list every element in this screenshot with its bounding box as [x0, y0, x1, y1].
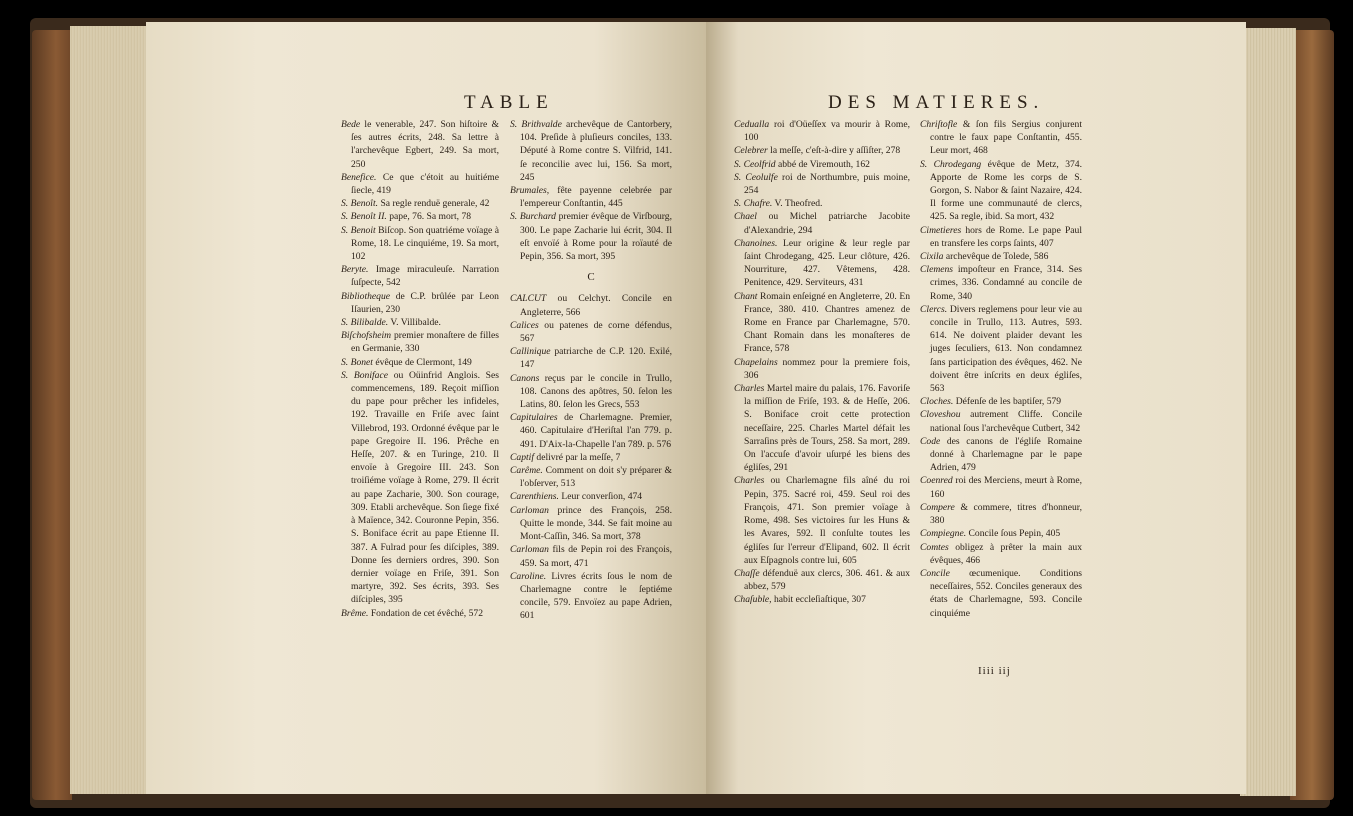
index-entry — [920, 541, 1082, 567]
index-text: Défenſe de les baptiſer, 579 — [955, 396, 1062, 408]
index-entry — [920, 501, 1082, 527]
index-entry — [341, 356, 499, 369]
right-page — [706, 22, 1246, 794]
index-keyword: S. Bilibalde. — [341, 317, 389, 329]
index-entry — [510, 184, 672, 210]
index-entry — [510, 464, 672, 490]
index-keyword: Coenred — [920, 475, 953, 487]
index-text: Livres écrits ſous le nom de Charlemagne contre le ſeptiéme concile, 579. Envoïez au pape Adrien, 601 — [520, 570, 672, 622]
index-entry — [341, 171, 499, 197]
index-keyword: Clercs. — [920, 303, 948, 315]
index-keyword: S. Brithvalde — [510, 119, 562, 130]
index-text: nommez pour la premiere fois, 306 — [744, 356, 911, 381]
index-keyword: Caroline. — [510, 570, 547, 582]
index-keyword: Captif — [510, 451, 534, 463]
index-text: roi de Northumbre, puis moine, 254 — [744, 171, 910, 197]
right-page-header: DES MATIERES. — [828, 92, 1045, 113]
index-keyword: Cimetieres — [920, 224, 962, 236]
index-entry — [341, 316, 499, 329]
index-keyword: Beryte. — [341, 264, 369, 276]
index-keyword: Bede — [341, 119, 361, 130]
index-column-1 — [341, 118, 499, 620]
index-keyword: Cloveshou — [920, 409, 961, 421]
index-text: Leur converſion, 474 — [561, 491, 643, 503]
index-keyword: Clemens — [920, 264, 954, 276]
index-text: delivré par la meſſe, 7 — [536, 451, 621, 463]
index-entry — [341, 210, 499, 223]
index-column-3 — [734, 118, 910, 607]
index-text: reçus par le concile in Trullo, 108. Canons des apôtres, 50. ſelon les Latins, 80. ſelon les Grecs, 553 — [520, 372, 672, 411]
index-text: V. Villibalde. — [390, 317, 441, 329]
index-entry — [734, 171, 910, 197]
index-text: habit eccleſiaſtique, 307 — [773, 594, 866, 606]
index-keyword: Chant — [734, 290, 758, 302]
index-keyword: Compiegne. — [920, 528, 967, 540]
index-entry — [920, 118, 1082, 158]
index-keyword: S. Burchard — [510, 211, 556, 223]
index-entry — [734, 567, 910, 593]
index-keyword: Calices — [510, 319, 539, 331]
index-keyword: S. Ceolfrid — [734, 158, 776, 170]
book-cover-right — [1290, 30, 1334, 800]
index-entry — [341, 118, 499, 171]
index-text: archevêque de Cantorbery, 104. Preſide à pluſieurs conciles, 133. Député à Rome contre S. Vilfrid, 141. ſe reconcilie avec lui, 156. Sa mort, 245 — [520, 119, 672, 183]
index-keyword: Capitulaires — [510, 412, 558, 424]
index-entry — [341, 197, 499, 210]
index-keyword: S. Boniface — [341, 369, 388, 381]
index-text: défenduë aux clercs, 306. 461. & aux abbez, 579 — [744, 567, 910, 593]
index-keyword: Carenthiens. — [510, 491, 559, 503]
index-entry — [341, 290, 499, 316]
index-entry — [734, 158, 910, 171]
page-edges-right — [1240, 28, 1296, 796]
index-keyword: Chael — [734, 211, 757, 223]
index-text: Image miraculeuſe. Narration ſuſpecte, 542 — [351, 264, 499, 289]
index-entry — [510, 451, 672, 464]
index-text: évêque de Metz, 374. Apporte de Rome les corps de S. Gorgon, S. Nabor & ſaint Nazaire, 424. Il forme une communauté de clercs, 425. Sa regle, ibid. Sa mort, 432 — [930, 158, 1082, 223]
index-entry — [341, 607, 499, 620]
index-keyword: S. Chafre. — [734, 198, 773, 210]
index-text: le venerable, 247. Son hiſtoire & ſes autres écrits, 248. Sa lettre à l'archevêque Egbert, 249. Sa mort, 250 — [351, 119, 499, 170]
index-text: des canons de l'égliſe Romaine donné à Charlemagne par le pape Adrien, 479 — [930, 435, 1083, 474]
page-edges-left — [70, 26, 150, 794]
index-keyword: S. Benoît. — [341, 198, 379, 210]
index-entry — [734, 382, 910, 474]
index-text: roi d'Oüeſſex va mourir à Rome, 100 — [744, 119, 910, 144]
index-entry — [920, 527, 1082, 540]
index-text: Concile ſous Pepin, 405 — [968, 528, 1061, 540]
index-keyword: Chapelains — [734, 356, 778, 368]
index-text: fête payenne celebrée par l'empereur Conſtantin, 445 — [520, 185, 672, 210]
index-text: & commere, titres d'honneur, 380 — [930, 501, 1082, 527]
index-text: premier monaſtere de filles en Germanie, 330 — [351, 330, 499, 355]
index-keyword: Code — [920, 435, 941, 447]
index-entry — [734, 593, 910, 606]
index-entry — [734, 118, 910, 144]
index-entry — [734, 474, 910, 566]
index-keyword: Charles — [734, 475, 765, 487]
index-entry — [734, 356, 910, 382]
index-text: Romain enſeigné en Angleterre, 20. En France, 380. 410. Chantres amenez de Rome en France par Charlemagne, 570. Chant Romain dans les monaſteres de France, 578 — [744, 290, 910, 355]
index-text: autrement Cliffe. Concile national ſous l'archevêque Cutbert, 342 — [930, 409, 1082, 434]
index-keyword: Bibliotheque — [341, 290, 391, 302]
index-keyword: S. Benoit — [341, 224, 376, 236]
index-entry — [510, 118, 672, 184]
index-column-2 — [510, 118, 672, 623]
section-letter: C — [587, 271, 595, 284]
index-text: roi des Merciens, meurt à Rome, 160 — [930, 475, 1082, 500]
index-keyword: S. Ceolulfe — [734, 171, 778, 183]
index-entry — [510, 292, 672, 318]
index-keyword: S. Bonet — [341, 356, 373, 368]
index-text: obligez à prêter la main aux évêques, 466 — [930, 541, 1082, 566]
index-text: pape, 76. Sa mort, 78 — [389, 211, 472, 223]
index-entry — [510, 345, 672, 371]
index-text: évêque de Clermont, 149 — [375, 356, 472, 368]
index-text: patriarche de C.P. 120. Exilé, 147 — [520, 346, 672, 371]
index-keyword: Carloman — [510, 544, 549, 556]
index-text: abbé de Viremouth, 162 — [777, 158, 870, 170]
index-text: ou Celchyt. Concile en Angleterre, 566 — [520, 293, 672, 318]
index-keyword: Cixila — [920, 251, 944, 263]
index-text: Comment on doit s'y préparer & l'obſerver, 513 — [520, 465, 672, 490]
index-entry — [510, 570, 672, 623]
index-entry — [341, 369, 499, 607]
book-cover-left — [32, 30, 72, 800]
index-keyword: Compere — [920, 501, 955, 513]
index-text: ou Michel patriarche Jacobite d'Alexandrie, 294 — [744, 211, 910, 236]
left-page — [146, 22, 706, 794]
index-keyword: Chaſuble, — [734, 594, 772, 606]
index-text: Biſcop. Son quatriéme voïage à Rome, 18. Le cinquiéme, 19. Sa mort, 102 — [351, 224, 499, 263]
index-text: fils de Pepin roi des François, 459. Sa mort, 471 — [520, 544, 673, 569]
index-entry — [734, 237, 910, 290]
index-text: ou patenes de corne défendus, 567 — [520, 319, 672, 345]
index-keyword: Celebrer — [734, 145, 768, 157]
index-entry — [341, 329, 499, 355]
index-text: Sa regle renduë generale, 42 — [380, 198, 490, 210]
index-text: œcumenique. Conditions neceſſaires, 552. Conciles generaux des états de Charlemagne, 593. Concile cinquiéme — [930, 567, 1082, 619]
index-entry — [920, 250, 1082, 263]
index-keyword: Canons — [510, 372, 540, 384]
index-column-4 — [920, 118, 1082, 620]
signature-mark: Iiii iij — [978, 665, 1011, 677]
index-keyword: Comtes — [920, 541, 949, 553]
index-entry — [920, 263, 1082, 303]
index-text: ou Oüinfrid Anglois. Ses commencemens, 189. Reçoit miſſion du pape pour prêcher les infideles, 192. Travaille en Friſe avec ſaint Villebrod, 193. Ordonné évêque par le pape Gregoire II. 196. Prêche en Heſſe, 207. & en Turinge, 210. Il envoïe à Gregoire III. 243. Son troiſiéme voïage à Rome, 279. Il écrit au pape Zacharie, 300. Son courage, 309. Etabli archevêque. Son ſiege fixé à Maïence, 342. Couronne Pepin, 356. S. Boniface écrit au pape Etienne II. 387. A Fulrad pour ſes diſciples, 389. Donne ſes derniers ordres, 390. Son dernier voïage en Friſe, 391. Son martyre, 392. Ses écrits, 393. Ses diſciples, 395 — [351, 369, 499, 606]
index-text: hors de Rome. Le pape Paul en transfere les corps ſaints, 407 — [930, 224, 1082, 249]
index-keyword: Cloches. — [920, 396, 954, 408]
index-text: Ce que c'étoit au huitiéme ſiecle, 419 — [351, 171, 499, 197]
index-keyword: Chriſtofle — [920, 119, 958, 130]
index-keyword: S. Chrodegang — [920, 158, 982, 170]
index-text: V. Theofred. — [774, 198, 823, 210]
index-keyword: Charles — [734, 383, 765, 395]
index-text: prince des François, 258. Quitte le monde, 344. Se fait moine au Mont-Caſſin, 346. Sa mort, 378 — [520, 504, 672, 543]
index-entry — [510, 543, 672, 569]
index-entry — [341, 224, 499, 264]
index-entry — [920, 224, 1082, 250]
left-page-header: TABLE — [464, 92, 554, 113]
index-entry — [510, 319, 672, 345]
index-entry — [510, 210, 672, 263]
index-keyword: Biſchofsheim — [341, 330, 392, 342]
index-keyword: Brumales, — [510, 185, 550, 197]
index-keyword: Callinique — [510, 346, 551, 358]
index-keyword: Chanoines. — [734, 237, 778, 249]
index-entry — [920, 395, 1082, 408]
index-entry — [510, 372, 672, 412]
index-keyword: Carloman — [510, 504, 549, 516]
index-text: Martel maire du palais, 176. Favoriſe la miſſion de Friſe, 193. & de Heſſe, 206. S. Boniface croit cette protection neceſſaire, 225. Charles Martel défait les Sarraſins près de Tours, 258. Sa mort, 289. On l'accuſe d'avoir uſurpé les biens des égliſes, 291 — [744, 383, 910, 474]
index-keyword: Carême. — [510, 465, 543, 477]
index-keyword: CALCUT — [510, 293, 547, 305]
index-entry — [510, 411, 672, 451]
index-entry — [510, 490, 672, 503]
index-text: de Charlemagne. Premier, 460. Capitulaire d'Heriſtal l'an 779. p. 491. D'Aix-la-Chapelle l'an 789. p. 576 — [520, 412, 672, 450]
index-text: ou Charlemagne fils aîné du roi Pepin, 375. Sacré roi, 459. Seul roi des François, 471. Son premier voïage à Rome, 498. Ses victoires ſur les Huns & les Avares, 592. Il conſulte toutes les égliſes ſur l'erreur d'Elipand, 602. Il écrit aux Eſpagnols contre lui, 605 — [744, 475, 910, 566]
index-entry — [920, 474, 1082, 500]
index-keyword: Brême. — [341, 607, 369, 619]
index-entry — [734, 197, 910, 210]
index-entry — [734, 144, 910, 157]
index-entry — [920, 408, 1082, 434]
index-text: Fondation de cet évêché, 572 — [370, 607, 483, 619]
index-text: impoſteur en France, 314. Ses crimes, 336. Condamné au concile de Rome, 340 — [930, 264, 1082, 302]
index-text: Divers reglemens pour leur vie au concile in Trullo, 113. Autres, 593. 614. Ne doivent plaider devant les juges ſeculiers, 613. Non condamnez ſans participation des évêques, 462. Ne doivent être inſcrits en deux égliſes, 563 — [930, 303, 1082, 395]
index-entry — [920, 567, 1082, 620]
index-text: & ſon fils Sergius conjurent contre le faux pape Conſtantin, 455. Leur mort, 468 — [930, 119, 1082, 157]
index-keyword: Benefice. — [341, 171, 377, 183]
index-entry — [920, 158, 1082, 224]
index-text: Leur origine & leur regle par ſaint Chrodegang, 425. Leur clôture, 426. Nourriture, 427. Vêtemens, 428. Penitence, 429. Serviteurs, 431 — [744, 237, 910, 289]
index-entry — [341, 263, 499, 289]
index-text: premier évêque de Virſbourg, 300. Le pape Zacharie lui écrit, 304. Il eſt envoïé à Rome pour la roïauté de Pepin, 356. Sa mort, 395 — [520, 211, 673, 263]
index-keyword: Chaſſe — [734, 567, 760, 579]
index-entry — [510, 504, 672, 544]
index-text: la meſſe, c'eſt-à-dire y aſſiſter, 278 — [770, 145, 901, 157]
index-entry — [734, 290, 910, 356]
index-keyword: Cedualla — [734, 119, 770, 130]
index-entry — [920, 435, 1082, 475]
index-text: archevêque de Tolede, 586 — [945, 251, 1049, 263]
index-entry — [734, 210, 910, 236]
index-entry — [920, 303, 1082, 395]
index-keyword: S. Benoît II. — [341, 211, 387, 223]
index-text: de C.P. brûlée par Leon Iſaurien, 230 — [351, 290, 499, 315]
index-keyword: Concile — [920, 567, 950, 579]
